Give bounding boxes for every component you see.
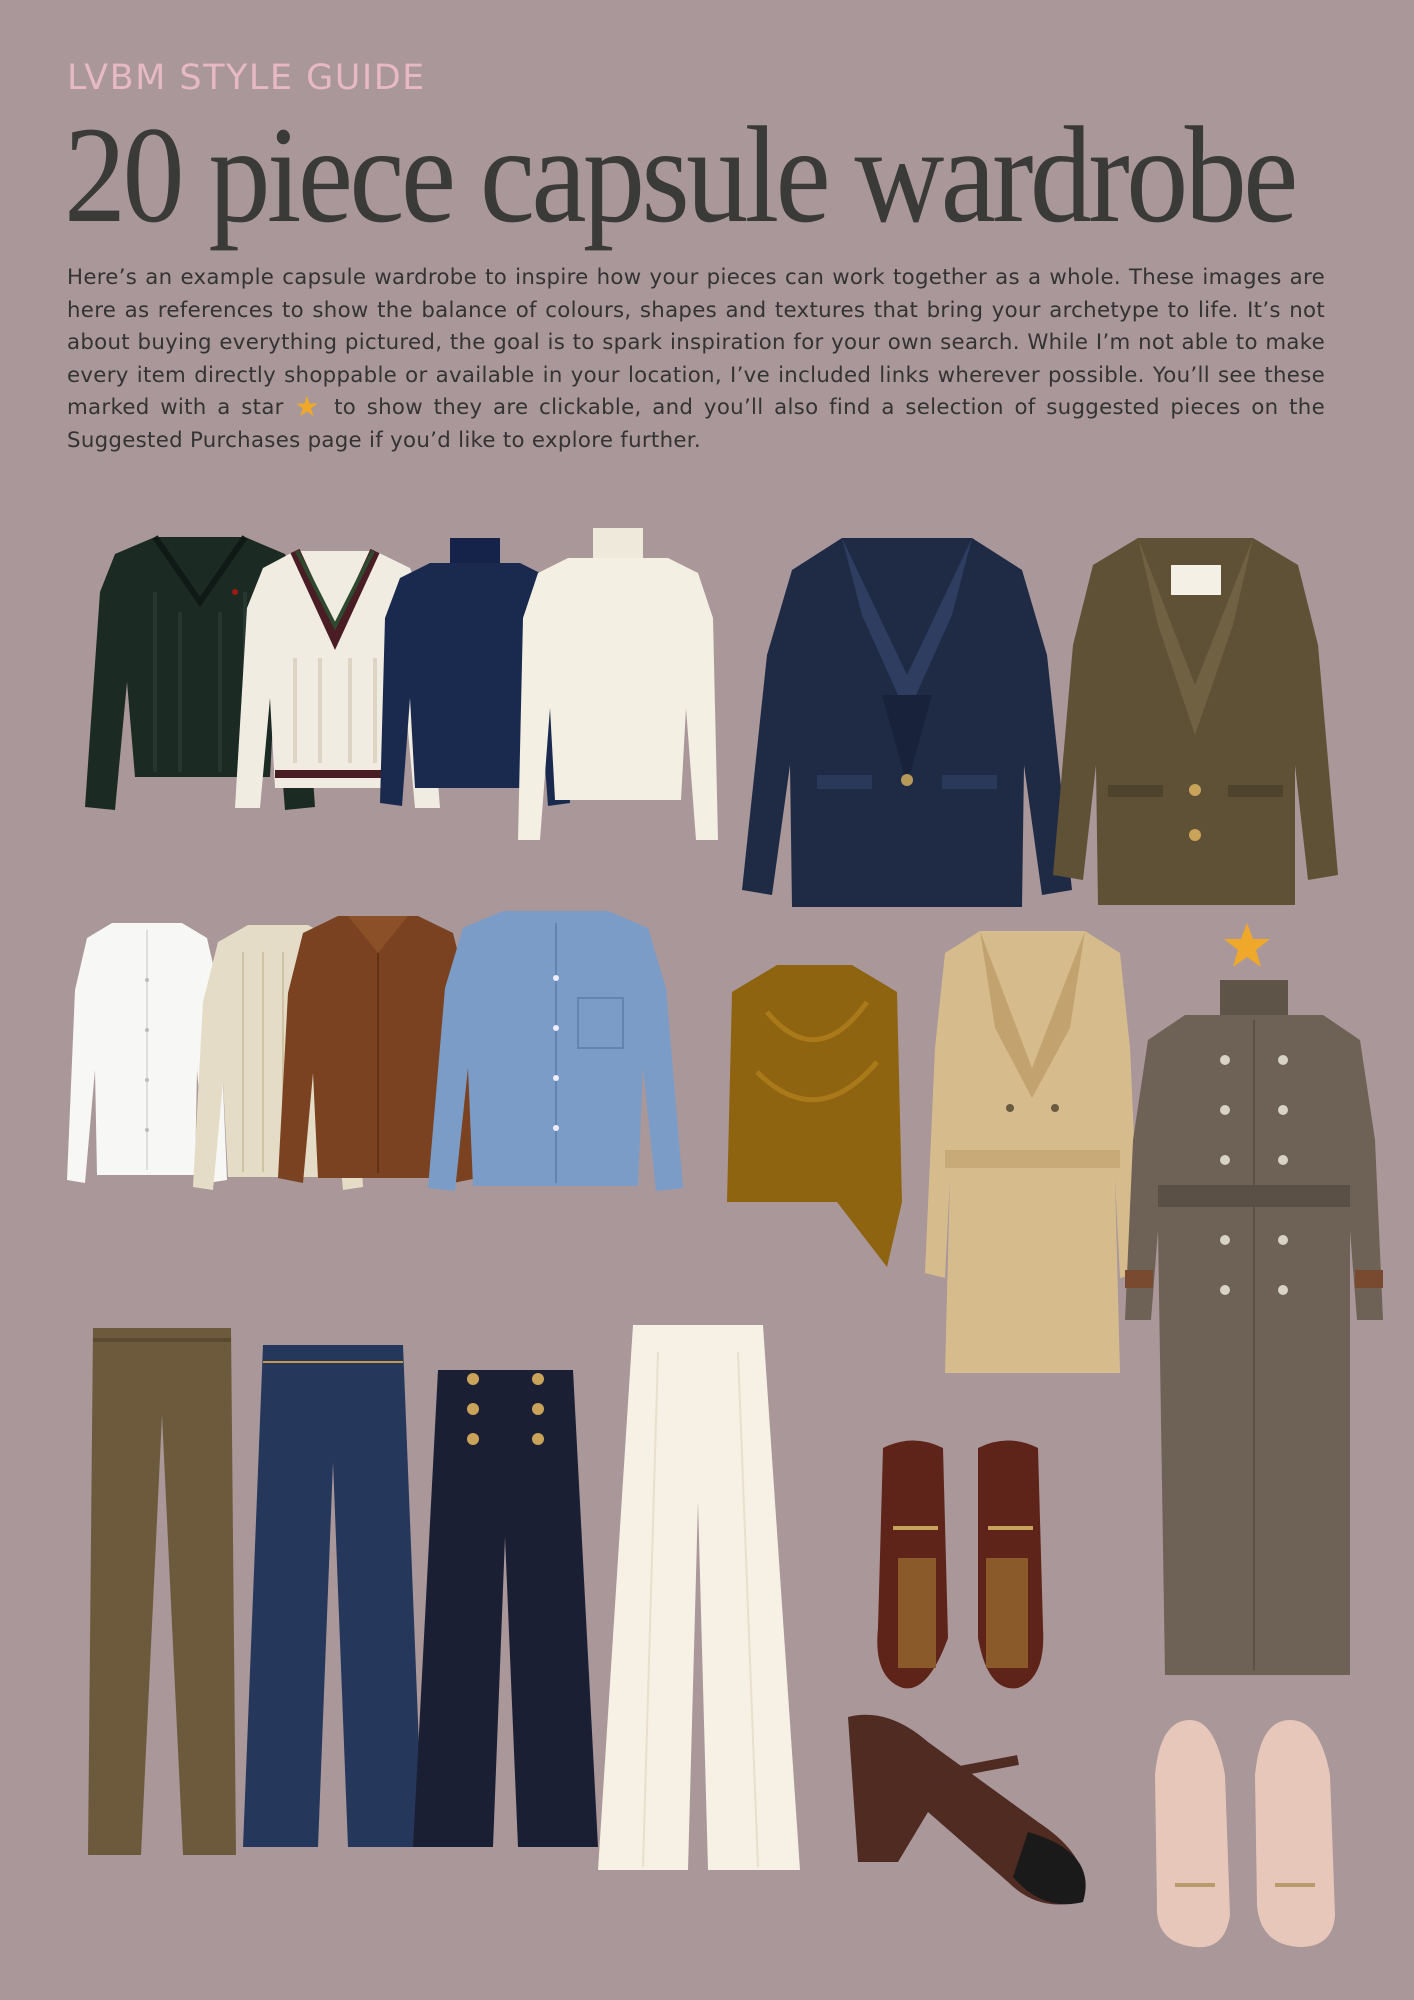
houndstooth-trousers-icon [88, 1325, 236, 1860]
clickable-star-icon[interactable] [1222, 921, 1272, 971]
ochre-draped-top-icon [727, 962, 902, 1267]
brown-houndstooth-blazer-icon [1053, 535, 1338, 907]
star-icon: ★ [294, 390, 324, 423]
eyebrow-label: LVBM STYLE GUIDE [67, 58, 426, 98]
intro-text-part-1: Here’s an example capsule wardrobe to inspire how your pieces can work together as a whole. These images are here as references to show the balance of colours, shapes and textures that bring your archetype to life. It’s not about buying everything pictured, the goal is to spark inspiration for your own search. While I’m not able to make every item directly shoppable or available in your location, I’ve included links wherever possible. You’ll see these marked with a star [67, 265, 1325, 420]
blush-slingback-heels-icon [1145, 1715, 1345, 1950]
tweed-military-coat-icon[interactable] [1125, 980, 1383, 1680]
suede-mary-jane-pumps-icon [838, 1712, 1113, 1912]
navy-sailor-trousers-icon [413, 1367, 598, 1852]
ivory-turtleneck-icon [518, 528, 718, 843]
wide-leg-jeans-icon [243, 1342, 423, 1852]
chambray-shirt-icon [428, 908, 683, 1193]
page-title: 20 piece capsule wardrobe [64, 98, 1295, 251]
cream-wide-trousers-icon [598, 1322, 800, 1875]
intro-paragraph [67, 262, 1325, 457]
navy-satin-blazer-icon [742, 535, 1072, 910]
burgundy-horsebit-loafers-icon [868, 1438, 1053, 1693]
intro-text-part-2: to show they are clickable, and you’ll also find a selection of suggested pieces on the Suggested Purchases page if you’d like to explore further. [67, 395, 1325, 453]
trench-coat-icon [925, 928, 1140, 1378]
